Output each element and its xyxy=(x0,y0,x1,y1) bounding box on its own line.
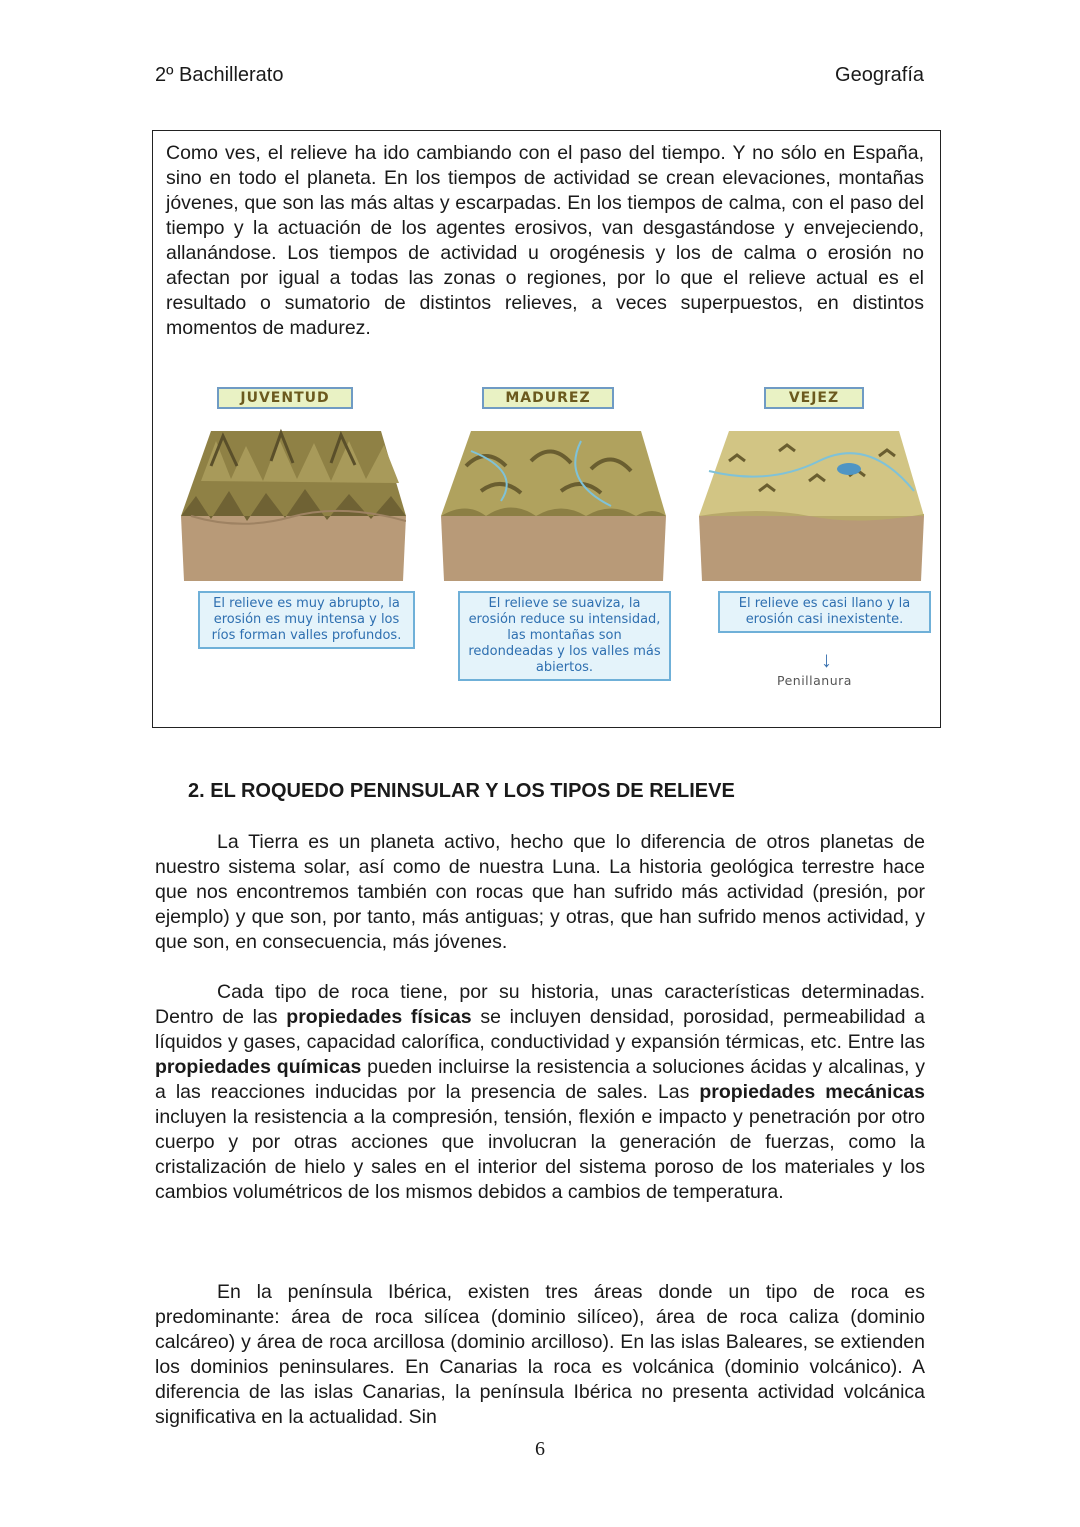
paragraph-1 xyxy=(155,830,925,955)
section-title: 2. EL ROQUEDO PENINSULAR Y LOS TIPOS DE RELIEVE xyxy=(188,780,735,802)
term-chemical-properties: propiedades químicas xyxy=(155,1056,362,1078)
down-arrow-icon: ↓ xyxy=(821,647,832,672)
paragraph-2-text-a: Cada tipo de roca tiene, por su historia, unas características determinadas. Dentro de las xyxy=(155,981,925,1028)
caption-madurez: El relieve se suaviza, la erosión reduce su intensidad, las montañas son redondeadas y los valles más abiertos. xyxy=(458,591,671,681)
result-label: Penillanura xyxy=(777,673,852,688)
term-physical-properties: propiedades físicas xyxy=(286,1006,472,1028)
relief-stages-figure xyxy=(171,381,931,701)
relief-evolution-box xyxy=(152,130,941,728)
paragraph-1-text: La Tierra es un planeta activo, hecho que lo diferencia de otros planetas de nuestro sistema solar, así como de nuestra Luna. La historia geológica terrestre hace que nos encontremos también con rocas que han sufrido más actividad (presión, por ejemplo) y que son, por tanto, más antiguas; y otras, que han sufrido menos actividad, y que son, en consecuencia, más jóvenes. xyxy=(155,831,925,953)
paragraph-2-text-d: incluyen la resistencia a la compresión, tensión, flexión e impacto y penetración por otro cuerpo y por otras acciones que involucran la generación de fuerzas, como la cristalización de hielo y sales en el interior del sistema poroso de los materiales y los cambios volumétricos de los mismos debidos a cambios de temperatura. xyxy=(155,1106,925,1203)
caption-juventud: El relieve es muy abrupto, la erosión es muy intensa y los ríos forman valles profundos. xyxy=(198,591,415,649)
stage-label-vejez: VEJEZ xyxy=(764,387,864,409)
stage-label-juventud: JUVENTUD xyxy=(217,387,353,409)
madurez-relief-illustration xyxy=(441,421,666,586)
paragraph-3-text: En la península Ibérica, existen tres áreas donde un tipo de roca es predominante: área de roca silícea (dominio silíceo), área de roca caliza (dominio calcáreo) y área de roca arcillosa (dominio arcilloso). En las islas Baleares, se extienden los dominios peninsulares. En Canarias la roca es volcánica (dominio volcánico). A diferencia de las islas Canarias, la península Ibérica no presenta actividad volcánica significativa en la actualidad. Sin xyxy=(155,1281,925,1428)
header-subject: Geografía xyxy=(835,64,924,86)
paragraph-2-text-b: se incluyen densidad, porosidad, permeabilidad a líquidos y gases, capacidad calorífica, conductividad y expansión térmicas, etc. Entre las xyxy=(155,1006,925,1053)
box-intro-text: Como ves, el relieve ha ido cambiando con el paso del tiempo. Y no sólo en España, sino en todo el planeta. En los tiempos de actividad se crean elevaciones, montañas jóvenes, que son las más altas y escarpadas. En los tiempos de calma, con el paso del tiempo y la actuación de los agentes erosivos, van desgastándose y envejeciendo, allanándose. Los tiempos de actividad u orogénesis y los de calma o erosión no afectan por igual a todas las zonas o regiones, por lo que el relieve actual es el resultado o sumatorio de distintos relieves, a veces superpuestos, en distintos momentos de madurez. xyxy=(166,142,924,339)
paragraph-2-text-c: pueden incluirse la resistencia a soluciones ácidas y alcalinas, y a las reacciones inducidas por la presencia de sales. Las xyxy=(155,1056,925,1103)
paragraph-3 xyxy=(155,1280,925,1430)
term-mechanical-properties: propiedades mecánicas xyxy=(699,1081,925,1103)
juventud-relief-illustration xyxy=(181,421,406,586)
vejez-relief-illustration xyxy=(699,421,924,586)
caption-vejez: El relieve es casi llano y la erosión casi inexistente. xyxy=(718,591,931,633)
stage-label-madurez: MADUREZ xyxy=(482,387,614,409)
paragraph-2 xyxy=(155,980,925,1205)
page-number: 6 xyxy=(535,1438,545,1460)
header-course: 2º Bachillerato xyxy=(155,64,284,86)
